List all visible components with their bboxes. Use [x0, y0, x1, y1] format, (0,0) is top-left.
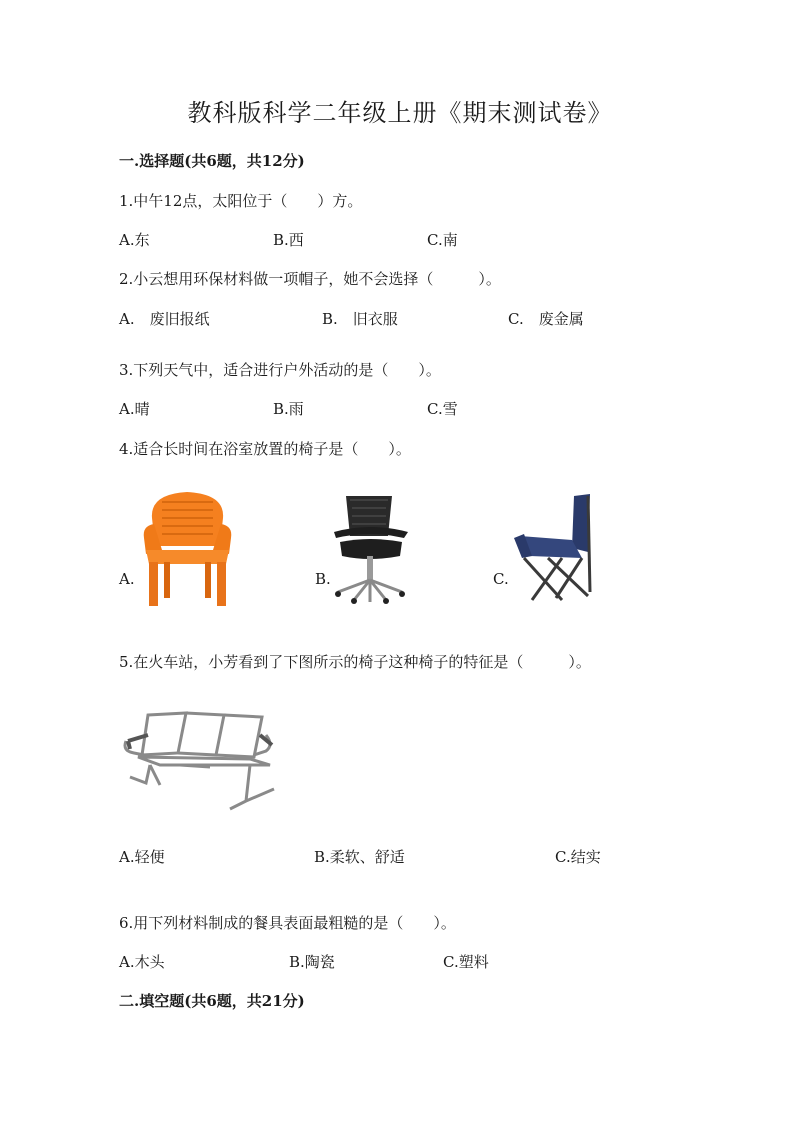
option-3c: C.雪: [427, 400, 458, 418]
page-title: 教科版科学二年级上册《期末测试卷》: [187, 99, 613, 127]
option-6a: A.木头: [119, 953, 165, 971]
option-5b: B.柔软、舒适: [314, 848, 405, 866]
question-5: 5.在火车站，小芳看到了下图所示的椅子这种椅子的特征是（ ）。: [119, 653, 591, 671]
option-5c: C.结实: [555, 848, 601, 866]
section-heading-fill: 二.填空题(共6题，共21分): [119, 992, 305, 1010]
office-chair-image: [330, 492, 410, 604]
option-3b: B.雨: [273, 400, 304, 418]
option-3a: A.晴: [119, 400, 150, 418]
folding-chair-image: [512, 492, 597, 604]
question-4: 4.适合长时间在浴室放置的椅子是（ ）。: [119, 440, 411, 458]
question-3: 3.下列天气中，适合进行户外活动的是（ ）。: [119, 361, 441, 379]
option-1b: B.西: [273, 231, 304, 249]
option-4c: C.: [493, 570, 509, 588]
station-bench-image: [120, 705, 280, 815]
plastic-chair-image: [140, 488, 235, 608]
question-6: 6.用下列材料制成的餐具表面最粗糙的是（ ）。: [119, 914, 456, 932]
option-2c: C. 废金属: [508, 310, 584, 328]
section-heading-choice: 一.选择题(共6题，共12分): [119, 152, 305, 170]
option-1c: C.南: [427, 231, 458, 249]
option-6b: B.陶瓷: [289, 953, 335, 971]
question-1: 1.中午12点，太阳位于（ ）方。: [119, 192, 363, 210]
option-2b: B. 旧衣服: [322, 310, 398, 328]
option-1a: A.东: [119, 231, 150, 249]
option-4b: B.: [315, 570, 331, 588]
option-5a: A.轻便: [119, 848, 165, 866]
question-2: 2.小云想用环保材料做一项帽子，她不会选择（ ）。: [119, 270, 501, 288]
option-2a: A. 废旧报纸: [119, 310, 210, 328]
option-6c: C.塑料: [443, 953, 489, 971]
option-4a: A.: [119, 570, 135, 588]
